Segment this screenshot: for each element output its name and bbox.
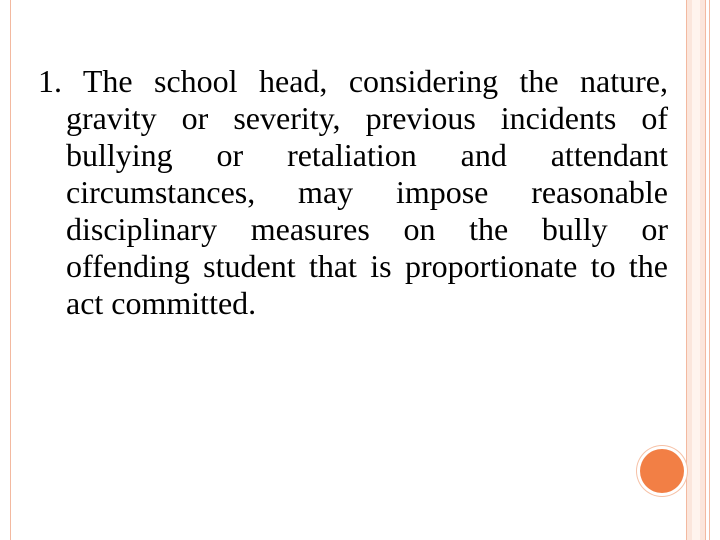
left-border-line [10, 0, 11, 540]
orange-circle-decoration [640, 449, 684, 493]
right-band-inner [692, 0, 700, 540]
slide-body-text: 1. The school head, considering the nature, gravity or severity, previous incidents of bullying or retaliation and attendant circumstances, may impose reasonable disciplinary measures on the bully or offending student that is proportionate to the act committed. [38, 63, 668, 321]
right-border-line [709, 0, 710, 540]
